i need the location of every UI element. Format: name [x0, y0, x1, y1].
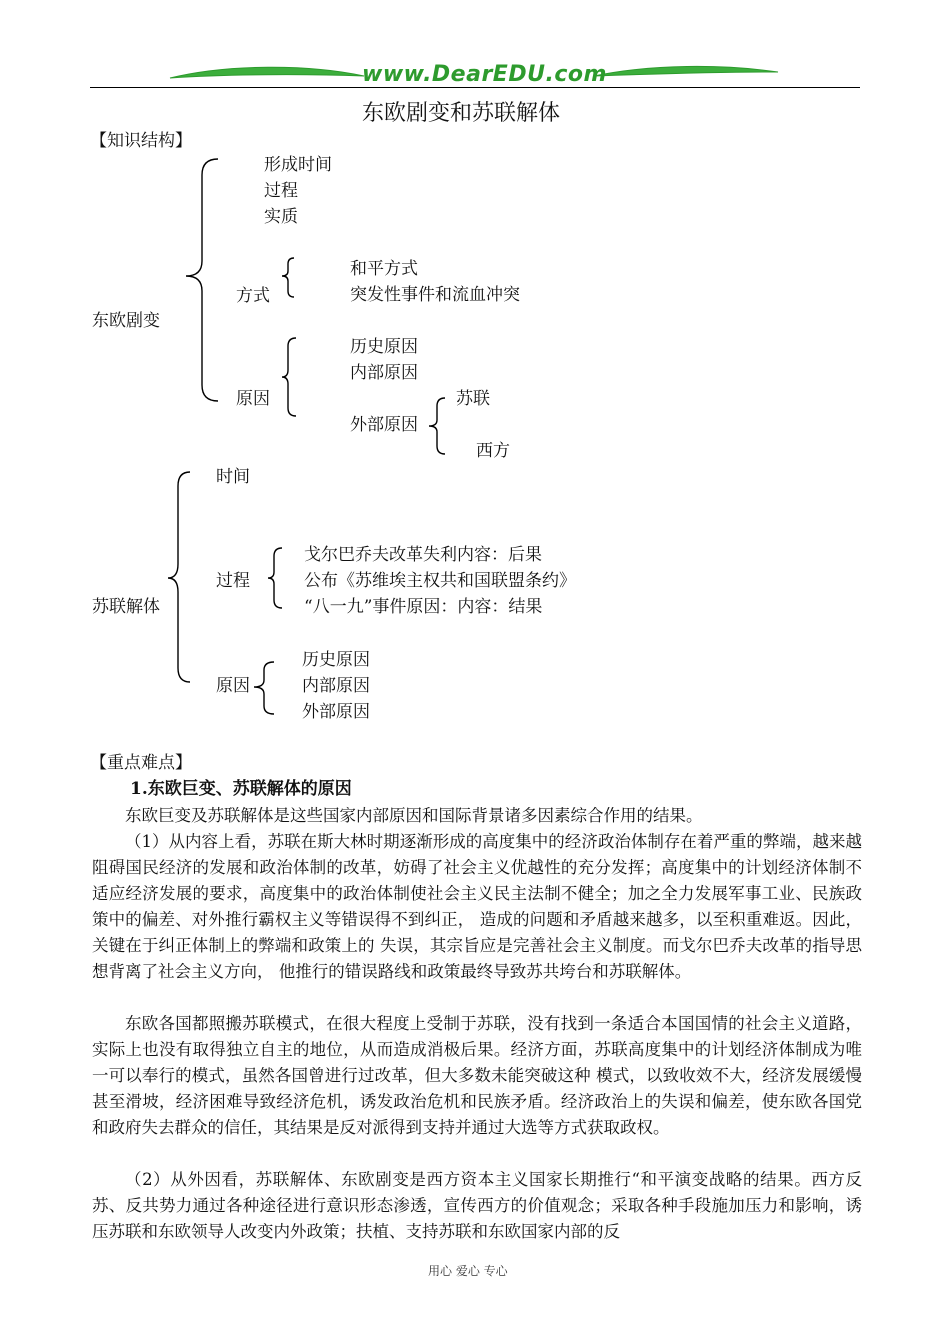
tree1-external-west: 西方	[476, 441, 510, 461]
tree1-method-label: 方式	[236, 286, 270, 306]
tree1-cause-external-label: 外部原因	[350, 415, 418, 435]
tree2-process-819: “八一九”事件原因：内容：结果	[304, 597, 543, 617]
tree2-root: 苏联解体	[92, 597, 160, 617]
header-swoosh-right	[592, 62, 782, 86]
paragraph-internal-causes: （1）从内容上看，苏联在斯大林时期逐渐形成的高度集中的经济政治体制存在着严重的弊端，越来越阻碍国民经济的发展和政治体制的改革，妨碍了社会主义优越性的充分发挥；高度集中的计划经济体制不适应经济发展的要求，高度集中的政治体制使社会主义民主法制不健全；加之全力发展军事工业、民族政策中的偏差、对外推行霸权主义等错误得不到纠正， 造成的问题和矛盾越来越多，以至积重难返。因此，关键在于纠正体制上的弊端和政策上的 失误，其宗旨应是完善社会主义制度。而戈尔巴乔夫改革的指导思想背离了社会主义方向， 他推行的错误路线和政策最终导致苏共垮台和苏联解体。	[92, 832, 862, 981]
tree1-root: 东欧剧变	[92, 311, 160, 331]
tree2-process-reform: 戈尔巴乔夫改革失利内容：后果	[304, 545, 542, 565]
tree2-process-treaty: 公布《苏维埃主权共和国联盟条约》	[304, 571, 576, 591]
header-rule	[90, 87, 860, 88]
tree1-external-ussr: 苏联	[456, 389, 490, 409]
brace-tree2-root	[164, 470, 194, 686]
page-footer: 用心 爱心 专心	[428, 1264, 508, 1278]
tree1-method-peaceful: 和平方式	[350, 259, 418, 279]
section-label-key-points: 【重点难点】	[90, 753, 192, 773]
section-label-structure: 【知识结构】	[90, 131, 192, 151]
brace-tree2-cause	[250, 660, 278, 716]
tree1-method-violent: 突发性事件和流血冲突	[350, 285, 520, 305]
paragraph-eastern-europe: 东欧各国都照搬苏联模式，在很大程度上受制于苏联，没有找到一条适合本国国情的社会主义道路，实际上也没有取得独立自主的地位，从而造成消极后果。经济方面，苏联高度集中的计划经济体制成为唯一可以奉行的模式，虽然各国曾进行过改革，但大多数未能突破这种 模式，以致收效不大，经济发展缓慢甚至滑坡，经济困难导致经济危机，诱发政治危机和民族矛盾。经济政治上的失误和偏差，使东欧各国党和政府失去群众的信任，其结果是反对派得到支持并通过大选等方式获取政权。	[92, 1014, 862, 1137]
brace-tree1-cause	[278, 336, 300, 420]
tree2-cause-external: 外部原因	[302, 702, 370, 722]
brace-tree1-root	[182, 157, 222, 407]
tree2-cause-internal: 内部原因	[302, 676, 370, 696]
tree1-cause-label: 原因	[236, 389, 270, 409]
tree2-cause-history: 历史原因	[302, 650, 370, 670]
brace-tree2-process	[264, 546, 286, 612]
page-title: 东欧剧变和苏联解体	[362, 101, 561, 126]
tree1-cause-history: 历史原因	[350, 337, 418, 357]
tree1-cause-internal: 内部原因	[350, 363, 418, 383]
brace-tree1-external	[425, 396, 449, 458]
tree2-cause-label: 原因	[216, 676, 250, 696]
paragraph-intro: 东欧巨变及苏联解体是这些国家内部原因和国际背景诸多因素综合作用的结果。	[125, 806, 703, 825]
header-logo[interactable]: www.DearEDU.com	[362, 62, 607, 87]
tree2-time: 时间	[216, 467, 250, 487]
brace-tree1-method	[278, 256, 298, 300]
header-swoosh-left	[168, 62, 368, 86]
tree1-item-essence: 实质	[264, 207, 298, 227]
paragraph-external-causes: （2）从外因看，苏联解体、东欧剧变是西方资本主义国家长期推行“和平演变战略的结果。西方反苏、反共势力通过各种途径进行意识形态渗透，宣传西方的价值观念；采取各种手段施加压力和影响，诱压苏联和东欧领导人改变内外政策；扶植、支持苏联和东欧国家内部的反	[92, 1170, 862, 1241]
tree2-process-label: 过程	[216, 571, 250, 591]
subheading-causes: 1.东欧巨变、苏联解体的原因	[130, 779, 352, 799]
tree1-item-process: 过程	[264, 181, 298, 201]
tree1-item-formation: 形成时间	[264, 155, 332, 175]
